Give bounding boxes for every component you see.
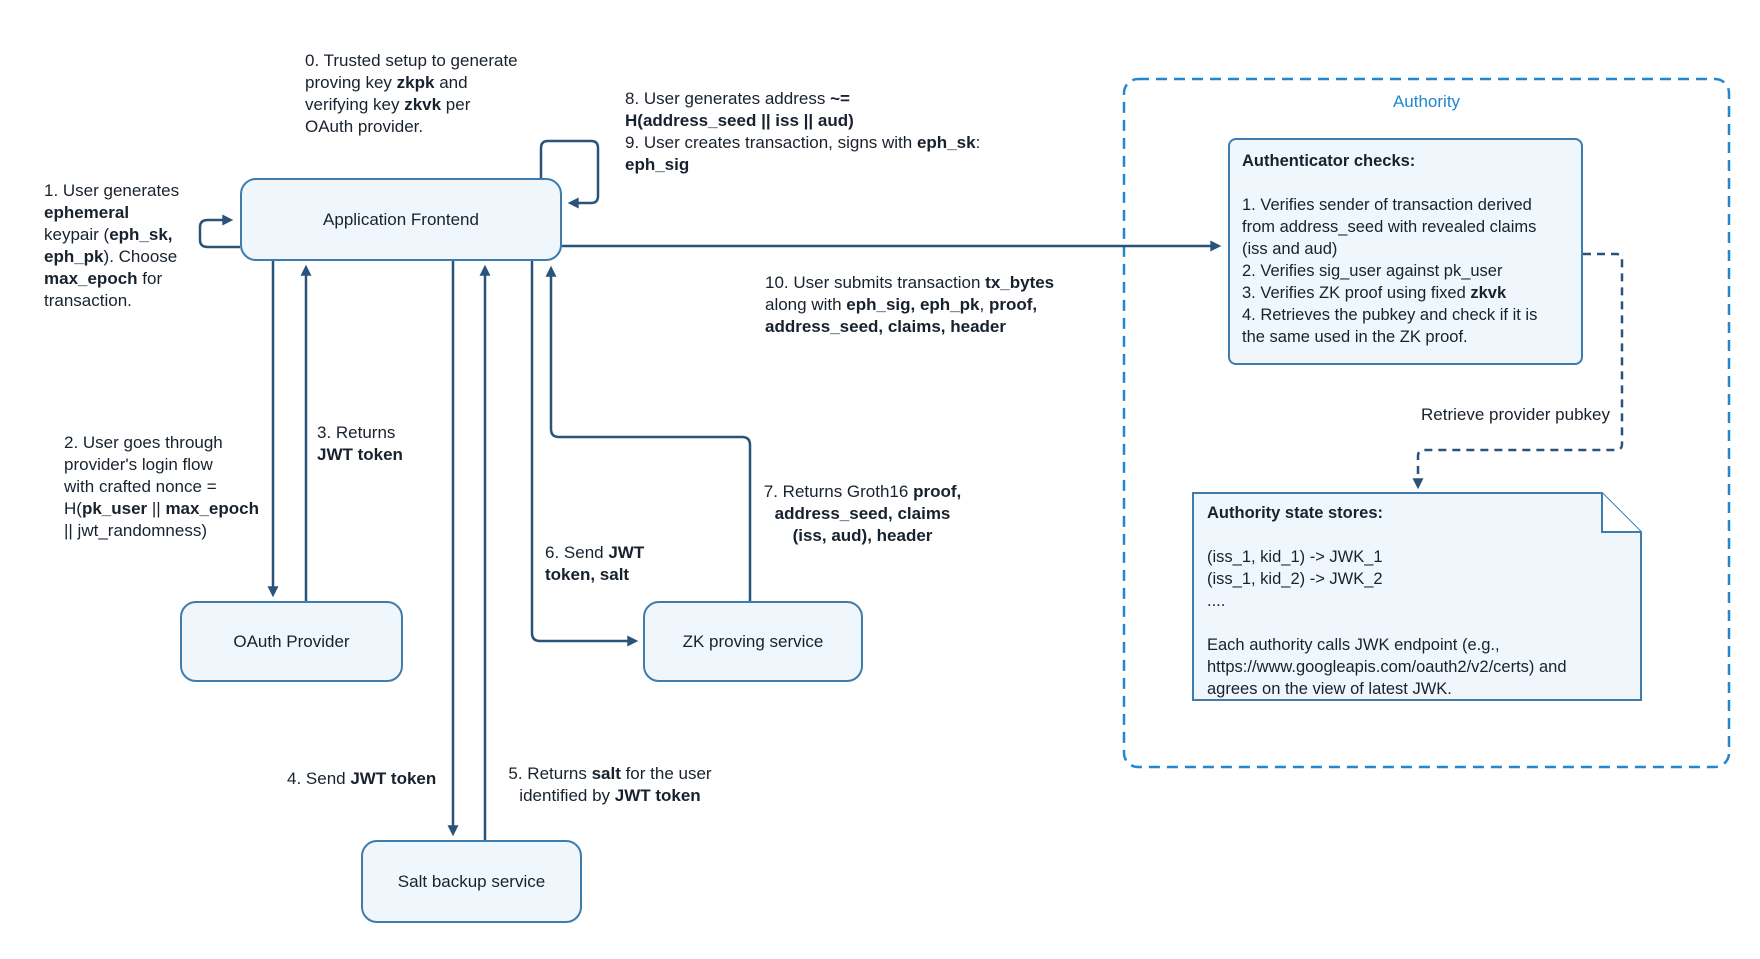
node-zk-proving-service-label: ZK proving service: [682, 631, 824, 651]
node-zk-proving-service: [643, 601, 863, 682]
node-oauth-provider: [180, 601, 403, 682]
annotation-step-6: 6. Send JWT token, salt: [545, 543, 645, 584]
annotation-step-0: 0. Trusted setup to generate proving key zkpk and verifying key zkvk per OAuth provider.: [305, 51, 518, 136]
authority-state-stores-title: Authority state stores:: [1207, 504, 1384, 522]
annotation-step-8-9: 8. User generates address ~= H(address_seed || iss || aud) 9. User creates transaction, signs with eph_sk: eph_sig: [625, 89, 981, 174]
annotation-step-10: 10. User submits transaction tx_bytes along with eph_sig, eph_pk, proof, address_seed, claims, header: [765, 273, 1055, 336]
annotation-step-4: 4. Send JWT token: [287, 769, 437, 788]
authority-state-stores-body: (iss_1, kid_1) -> JWK_1 (iss_1, kid_2) -> JWK_2 .... Each authority calls JWK endpoint (e.g., https://www.googleapis.com/oauth2/v2/certs) and agrees on the view of latest JWK.: [1207, 548, 1567, 698]
authority-container-label: Authority: [1392, 92, 1461, 111]
node-application-frontend: [240, 178, 562, 261]
annotation-step-1: 1. User generates ephemeral keypair (eph_sk, eph_pk). Choose max_epoch for transaction.: [44, 181, 180, 310]
authority-state-stores-text: [1207, 502, 1631, 700]
arrow-frontend-self-loop-left: [200, 220, 240, 247]
node-oauth-provider-label: OAuth Provider: [233, 631, 350, 651]
retrieve-provider-pubkey-label: Retrieve provider pubkey: [1421, 405, 1610, 424]
annotation-step-3: 3. Returns JWT token: [317, 423, 403, 464]
node-application-frontend-label: Application Frontend: [323, 209, 479, 229]
node-salt-backup-service-label: Salt backup service: [397, 871, 546, 891]
annotation-step-2: 2. User goes through provider's login flow with crafted nonce = H(pk_user || max_epoch || jwt_randomness): [64, 433, 259, 540]
annotation-step-7: 7. Returns Groth16 proof, address_seed, claims (iss, aud), header: [763, 482, 962, 545]
authenticator-checks-box: [1228, 138, 1583, 365]
annotation-step-5: 5. Returns salt for the user identified by JWT token: [508, 764, 712, 805]
authenticator-checks-body: 1. Verifies sender of transaction derived from address_seed with revealed claims (iss and aud) 2. Verifies sig_user against pk_user 3. Verifies ZK proof using fixed zkvk 4. Retrieves the pubkey and check if it is the same used in the ZK proof.: [1242, 196, 1538, 346]
authenticator-checks-title: Authenticator checks:: [1242, 152, 1416, 170]
node-salt-backup-service: [361, 840, 582, 923]
